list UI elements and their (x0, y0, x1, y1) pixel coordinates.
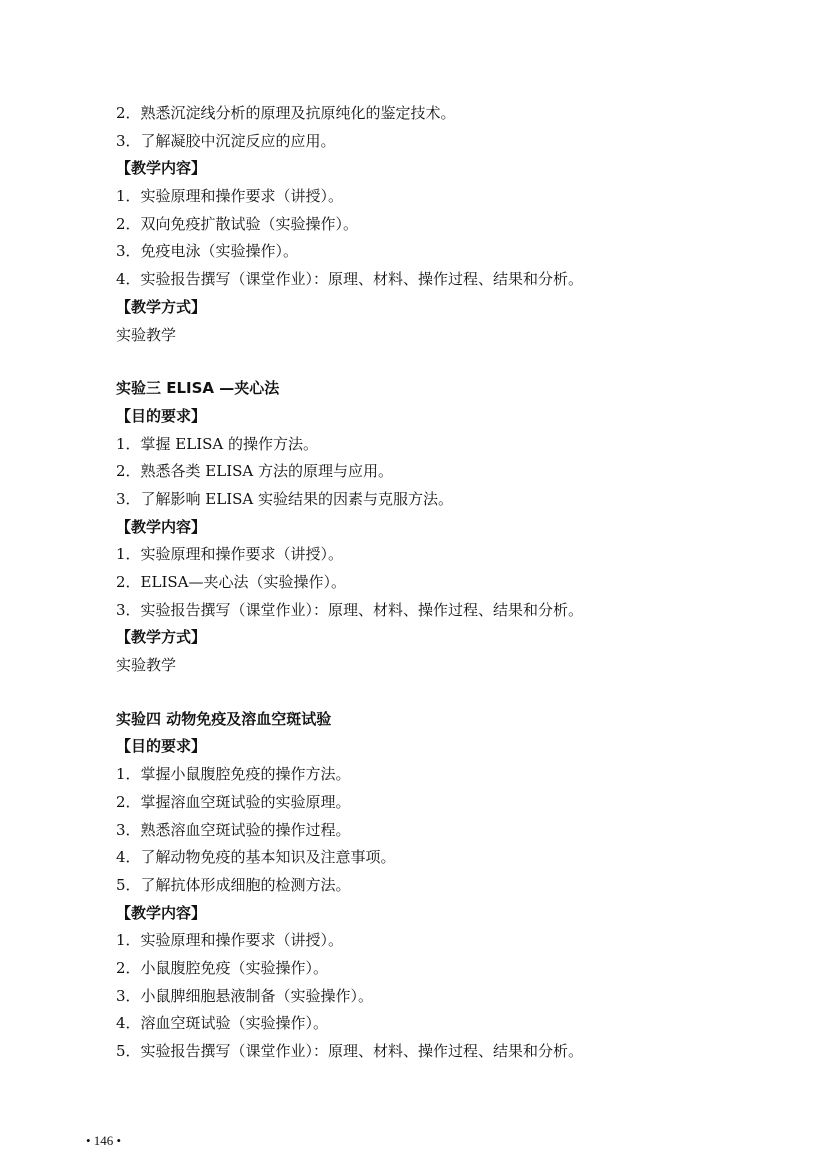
text-line: 2．掌握溶血空斑试验的实验原理。 (116, 792, 351, 811)
text-line: 3．熟悉溶血空斑试验的操作过程。 (116, 820, 351, 839)
text-line: 1．掌握 ELISA 的操作方法。 (116, 434, 319, 453)
text-line: 3．小鼠脾细胞悬液制备（实验操作）。 (116, 986, 374, 1005)
text-line: 4．溶血空斑试验（实验操作）。 (116, 1014, 329, 1033)
section-title: 实验四 动物免疫及溶血空斑试验 (116, 709, 332, 728)
text-line: 2．熟悉沉淀线分析的原理及抗原纯化的鉴定技术。 (116, 104, 456, 122)
text-line: 5．实验报告撰写（课堂作业）：原理、材料、操作过程、结果和分析。 (116, 1042, 584, 1060)
document-body (116, 100, 716, 1066)
subsection-heading: 【教学方式】 (116, 297, 207, 316)
subsection-heading: 【目的要求】 (116, 406, 207, 425)
text-line: 4．了解动物免疫的基本知识及注意事项。 (116, 848, 396, 867)
text-line: 3．了解影响 ELISA 实验结果的因素与克服方法。 (116, 489, 454, 508)
section-gap (116, 349, 716, 375)
subsection-heading: 【教学内容】 (116, 903, 207, 922)
section-title: 实验三 ELISA —夹心法 (116, 379, 280, 398)
text-line: 2．熟悉各类 ELISA 方法的原理与应用。 (116, 462, 394, 481)
subsection-heading: 【教学方式】 (116, 628, 207, 647)
text-line: 3．了解凝胶中沉淀反应的应用。 (116, 131, 336, 150)
section-gap (116, 680, 716, 706)
text-line: 2．小鼠腹腔免疫（实验操作）。 (116, 958, 329, 977)
text-line: 1．掌握小鼠腹腔免疫的操作方法。 (116, 765, 351, 784)
text-line: 1．实验原理和操作要求（讲授）。 (116, 545, 344, 564)
subsection-heading: 【教学内容】 (116, 517, 207, 536)
text-line: 2．ELISA—夹心法（实验操作）。 (116, 573, 346, 591)
text-line: 3．免疫电泳（实验操作）。 (116, 242, 299, 261)
text-line: 4．实验报告撰写（课堂作业）：原理、材料、操作过程、结果和分析。 (116, 270, 584, 289)
text-line: 3．实验报告撰写（课堂作业）：原理、材料、操作过程、结果和分析。 (116, 600, 584, 619)
text-line: 1．实验原理和操作要求（讲授）。 (116, 931, 344, 950)
text-line: 2．双向免疫扩散试验（实验操作）。 (116, 214, 359, 233)
subsection-heading: 【目的要求】 (116, 737, 207, 756)
subsection-heading: 【教学内容】 (116, 159, 207, 178)
text-line: 5．了解抗体形成细胞的检测方法。 (116, 875, 351, 894)
text-line: 1．实验原理和操作要求（讲授）。 (116, 187, 344, 206)
text-line: 实验教学 (116, 325, 177, 344)
page-number: • 146 • (86, 1133, 122, 1148)
text-line: 实验教学 (116, 656, 177, 675)
